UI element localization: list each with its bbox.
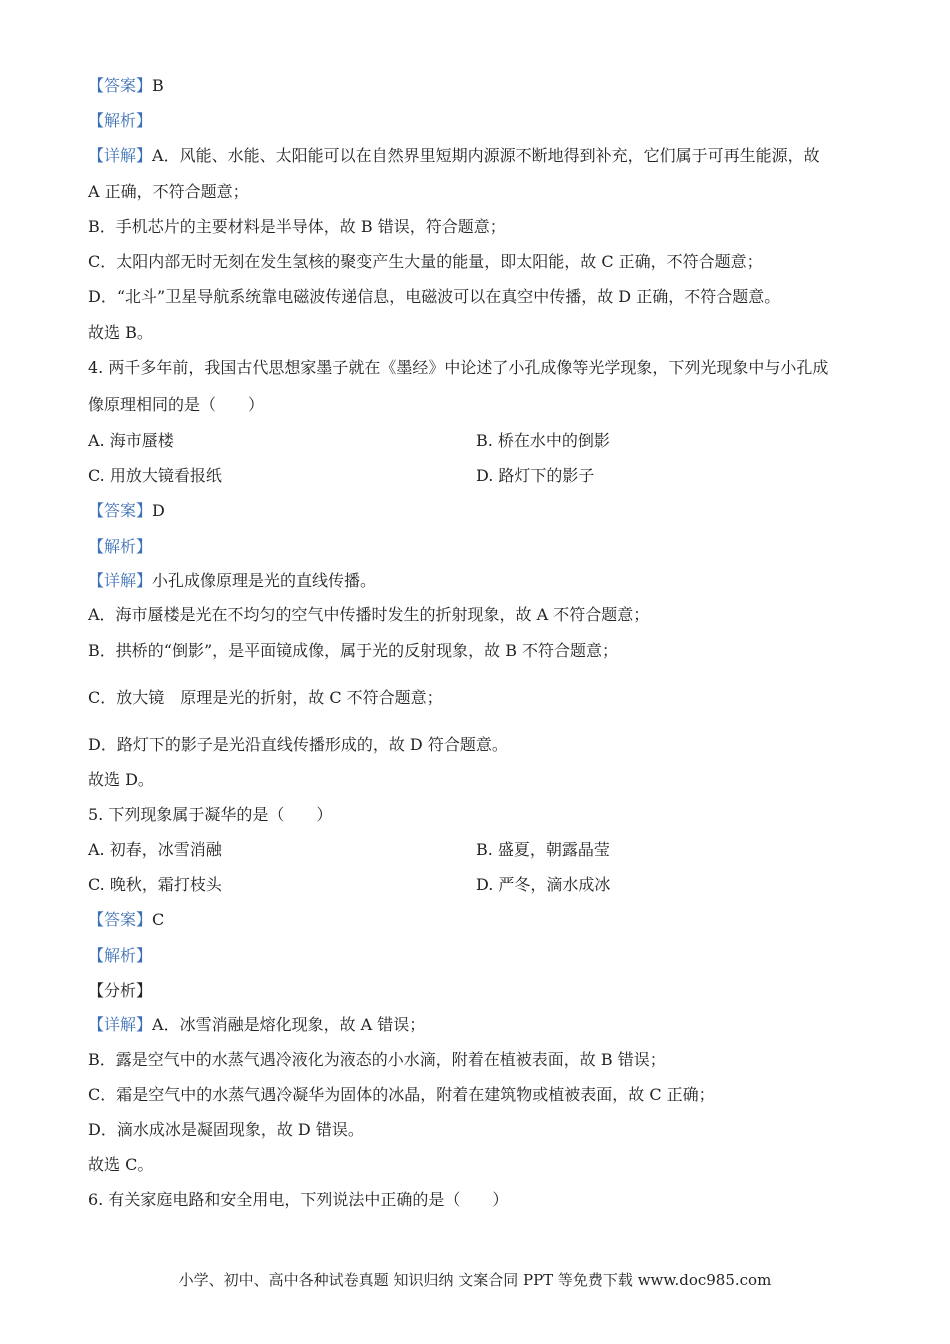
detail-tag: 【详解】 — [88, 146, 153, 165]
detail-line — [88, 571, 376, 591]
fenxi-tag: 【分析】 — [88, 981, 153, 1000]
detail-text: A．冰雪消融是熔化现象，故 A 错误； — [152, 1015, 426, 1034]
detail-tag: 【详解】 — [88, 1015, 153, 1034]
detail-line: D．路灯下的影子是光沿直线传播形成的，故 D 符合题意。 — [88, 735, 508, 754]
detail-line — [88, 1015, 425, 1035]
answer-value: B — [152, 76, 164, 95]
detail-line: C．太阳内部无时无刻在发生氢核的聚变产生大量的能量，即太阳能，故 C 正确，不符合题意； — [88, 252, 763, 271]
detail-line — [88, 146, 820, 166]
answer-line — [88, 76, 164, 96]
option-b: B. 盛夏，朝露晶莹 — [476, 840, 610, 859]
detail-line: B．拱桥的“倒影”，是平面镜成像，属于光的反射现象，故 B 不符合题意； — [88, 641, 619, 660]
question-stem: 6. 有关家庭电路和安全用电，下列说法中正确的是（ ） — [88, 1190, 509, 1209]
answer-tag: 【答案】 — [88, 76, 153, 95]
option-row — [88, 431, 174, 451]
option-b: B. 桥在水中的倒影 — [476, 431, 610, 450]
answer-value: C — [152, 910, 165, 929]
detail-line: C．放大镜 原理是光的折射，故 C 不符合题意； — [88, 688, 443, 707]
question-stem: 5. 下列现象属于凝华的是（ ） — [88, 805, 333, 824]
detail-line: C．霜是空气中的水蒸气遇冷凝华为固体的冰晶，附着在建筑物或植被表面，故 C 正确； — [88, 1085, 715, 1104]
conclusion-line: 故选 D。 — [88, 770, 154, 789]
answer-tag: 【答案】 — [88, 501, 153, 520]
answer-line — [88, 910, 164, 930]
detail-text: A．风能、水能、太阳能可以在自然界里短期内源源不断地得到补充，它们属于可再生能源，故 — [152, 146, 820, 165]
detail-line: A 正确，不符合题意； — [88, 182, 249, 201]
page-footer: 小学、初中、高中各种试卷真题 知识归纳 文案合同 PPT 等免费下载 www.doc985.com — [178, 1271, 772, 1289]
detail-line: A．海市蜃楼是光在不均匀的空气中传播时发生的折射现象，故 A 不符合题意； — [88, 605, 650, 624]
detail-line: D．滴水成冰是凝固现象，故 D 错误。 — [88, 1120, 364, 1139]
answer-value: D — [152, 501, 165, 520]
option-a: A. 海市蜃楼 — [88, 431, 174, 450]
detail-text: 小孔成像原理是光的直线传播。 — [152, 571, 377, 590]
detail-line: D．“北斗”卫星导航系统靠电磁波传递信息，电磁波可以在真空中传播，故 D 正确，不符合题意。 — [88, 287, 781, 306]
conclusion-line: 故选 C。 — [88, 1155, 154, 1174]
question-stem: 像原理相同的是（ ） — [88, 395, 265, 414]
analysis-tag: 【解析】 — [88, 111, 153, 130]
option-d: D. 严冬，滴水成冰 — [476, 875, 611, 894]
analysis-tag: 【解析】 — [88, 946, 153, 965]
option-c: C. 用放大镜看报纸 — [88, 466, 222, 485]
option-c: C. 晚秋，霜打枝头 — [88, 875, 222, 894]
question-stem: 4. 两千多年前，我国古代思想家墨子就在《墨经》中论述了小孔成像等光学现象，下列光现象中与小孔成 — [88, 358, 829, 377]
conclusion-line: 故选 B。 — [88, 323, 153, 342]
detail-tag: 【详解】 — [88, 571, 153, 590]
option-a: A. 初春，冰雪消融 — [88, 840, 222, 859]
detail-line: B．露是空气中的水蒸气遇冷液化为液态的小水滴，附着在植被表面，故 B 错误； — [88, 1050, 666, 1069]
option-d: D. 路灯下的影子 — [476, 466, 595, 485]
answer-line — [88, 501, 165, 521]
detail-line: B．手机芯片的主要材料是半导体，故 B 错误，符合题意； — [88, 217, 506, 236]
answer-tag: 【答案】 — [88, 910, 153, 929]
analysis-tag: 【解析】 — [88, 537, 153, 556]
